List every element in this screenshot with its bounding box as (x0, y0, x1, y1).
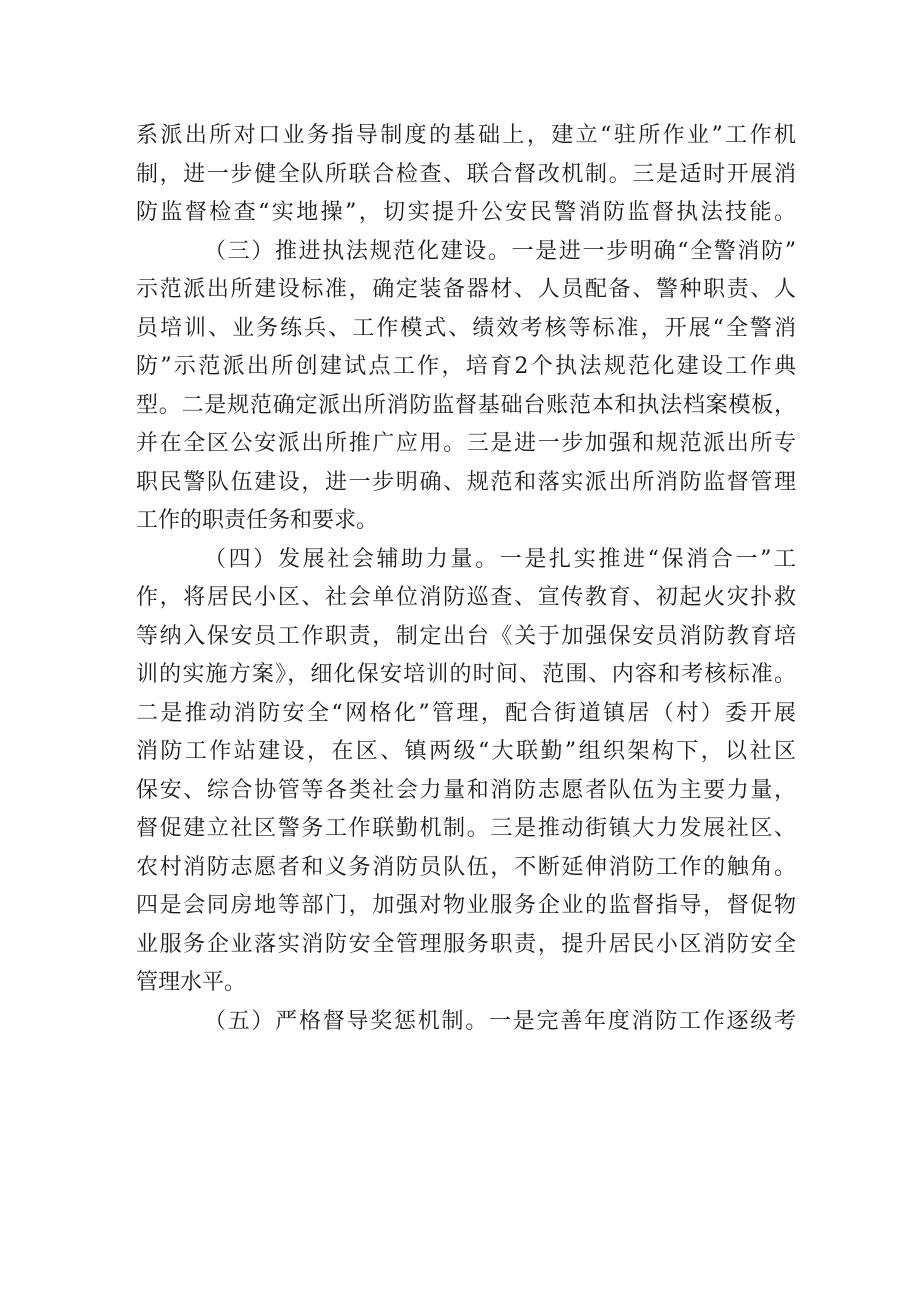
text-line: 训的实施方案》，细化保安培训的时间、范围、内容和考核标准。 (136, 662, 796, 687)
text-line: 防”示范派出所创建试点工作，培育2个执法规范化建设工作典 (136, 354, 796, 379)
text-line: 二是推动消防安全“网格化”管理，配合街道镇居（村）委开展 (136, 700, 796, 726)
text-line: 并在全区公安派出所推广应用。三是进一步加强和规范派出所专 (136, 431, 796, 456)
text-line: 农村消防志愿者和义务消防员队伍，不断延伸消防工作的触角。 (136, 854, 796, 880)
document-body (136, 117, 796, 1041)
text-line: 员培训、业务练兵、工作模式、绩效考核等标准，开展“全警消 (136, 315, 796, 341)
text-line: 制，进一步健全队所联合检查、联合督改机制。三是适时开展消 (136, 161, 796, 187)
text-line: 保安、综合协管等各类社会力量和消防志愿者队伍为主要力量， (136, 777, 796, 803)
paragraph-continuation (136, 117, 796, 233)
paragraph-section-5 (136, 1003, 796, 1042)
section-heading-line: （三）推进执法规范化建设。一是进一步明确“全警消防” (204, 238, 796, 264)
text-line: 职民警队伍建设，进一步明确、规范和落实派出所消防监督管理 (136, 469, 796, 495)
text-line: 等纳入保安员工作职责，制定出台《关于加强保安员消防教育培 (136, 623, 796, 649)
section-heading-line: （四）发展社会辅助力量。一是扎实推进“保消合一”工 (204, 546, 796, 572)
text-line-last: 工作的职责任务和要求。 (136, 508, 379, 533)
paragraph-section-4 (136, 541, 796, 1003)
text-line: 消防工作站建设，在区、镇两级“大联勤”组织架构下，以社区 (136, 739, 796, 764)
text-line: 作，将居民小区、社会单位消防巡查、宣传教育、初起火灾扑救 (136, 585, 796, 610)
text-line: 示范派出所建设标准，确定装备器材、人员配备、警种职责、人 (136, 277, 796, 302)
section-heading-line: （五）严格督导奖惩机制。一是完善年度消防工作逐级考 (204, 1008, 796, 1034)
text-line: 四是会同房地等部门，加强对物业服务企业的监督指导，督促物 (136, 893, 796, 918)
text-line: 督促建立社区警务工作联勤机制。三是推动街镇大力发展社区、 (136, 816, 796, 841)
paragraph-section-3 (136, 233, 796, 541)
text-line: 防监督检查“实地操”，切实提升公安民警消防监督执法技能。 (136, 200, 796, 225)
text-line-last: 管理水平。 (136, 970, 247, 995)
text-line: 系派出所对口业务指导制度的基础上，建立“驻所作业”工作机 (136, 123, 796, 148)
text-line: 业服务企业落实消防安全管理服务职责，提升居民小区消防安全 (136, 931, 796, 957)
text-line: 型。二是规范确定派出所消防监督基础台账范本和执法档案模板， (136, 392, 796, 418)
